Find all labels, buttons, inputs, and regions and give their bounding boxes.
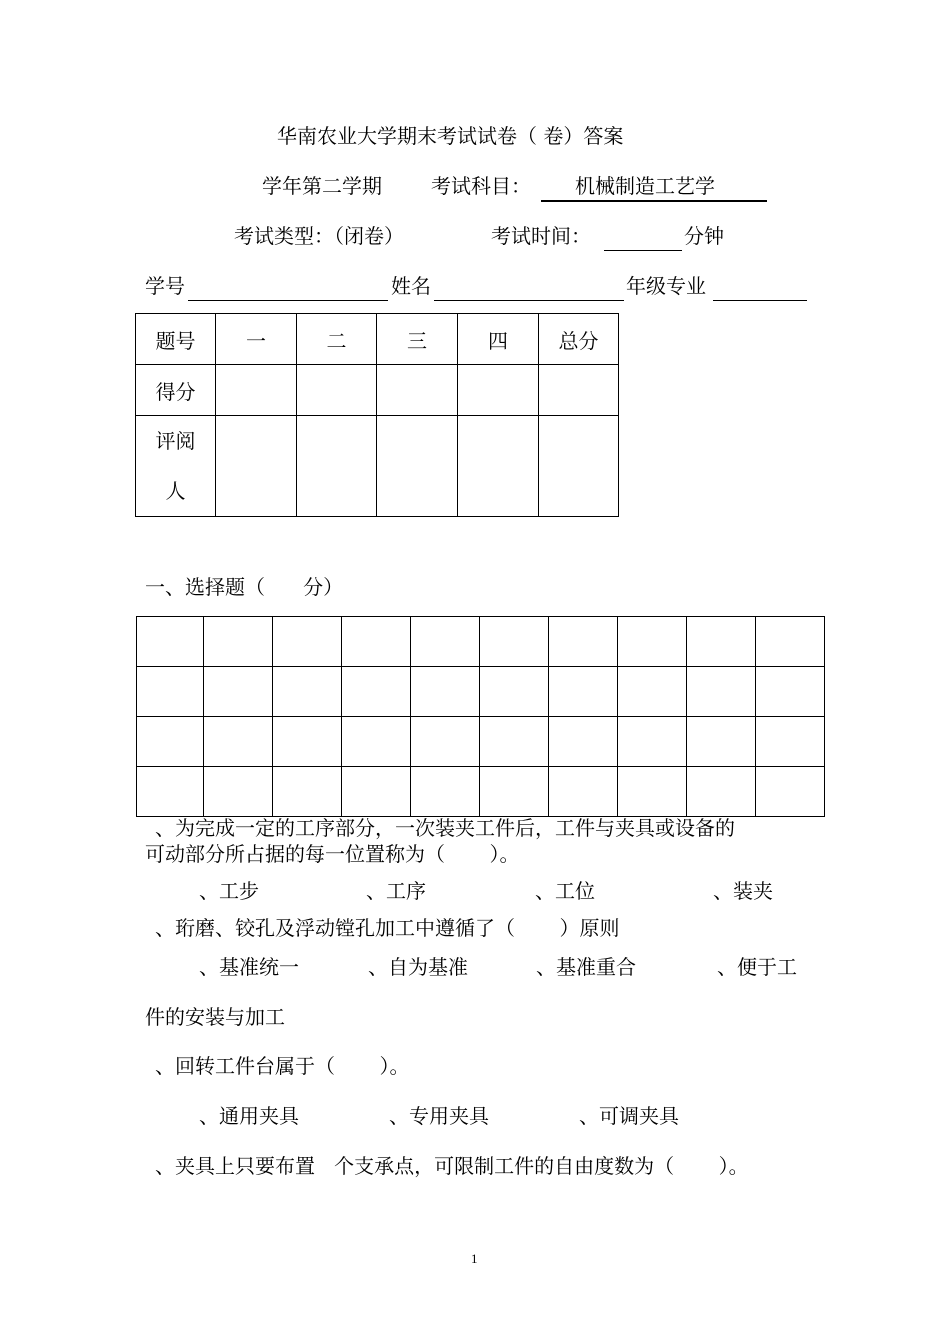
answer-cell[interactable] bbox=[411, 767, 480, 817]
answer-cell[interactable] bbox=[756, 617, 825, 667]
reviewer-cell[interactable] bbox=[297, 416, 377, 517]
subject-value: 机械制造工艺学 bbox=[575, 174, 715, 198]
q3-option-b[interactable]: 、专用夹具 bbox=[389, 1104, 489, 1128]
reviewer-label-line2: 人 bbox=[165, 479, 186, 503]
answer-cell[interactable] bbox=[480, 667, 549, 717]
score-cell[interactable] bbox=[216, 365, 297, 416]
score-cell[interactable] bbox=[297, 365, 377, 416]
header-cell-2: 二 bbox=[297, 314, 377, 365]
academic-term: 学年第二学期 bbox=[262, 174, 382, 198]
answer-cell[interactable] bbox=[549, 667, 618, 717]
header-cell-question-no: 题号 bbox=[136, 314, 216, 365]
answer-cell[interactable] bbox=[342, 767, 411, 817]
reviewer-cell[interactable] bbox=[216, 416, 297, 517]
answer-cell[interactable] bbox=[756, 717, 825, 767]
question-1-line-2: 可动部分所占据的每一位置称为（ ）。 bbox=[145, 842, 520, 866]
answer-cell[interactable] bbox=[549, 717, 618, 767]
answer-cell[interactable] bbox=[687, 767, 756, 817]
question-4: 、夹具上只要布置 个支承点，可限制工件的自由度数为（ ）。 bbox=[155, 1154, 749, 1178]
answer-cell[interactable] bbox=[618, 717, 687, 767]
answer-cell[interactable] bbox=[273, 617, 342, 667]
score-table bbox=[135, 313, 619, 517]
answer-cell[interactable] bbox=[549, 617, 618, 667]
q3-option-a[interactable]: 、通用夹具 bbox=[199, 1104, 299, 1128]
q1-option-d[interactable]: 、装夹 bbox=[713, 879, 773, 903]
exam-time-label: 考试时间： bbox=[491, 224, 591, 248]
answer-cell[interactable] bbox=[618, 667, 687, 717]
answer-cell[interactable] bbox=[204, 667, 273, 717]
header-cell-total: 总分 bbox=[539, 314, 619, 365]
question-1-line-1: 、为完成一定的工序部分，一次装夹工件后，工件与夹具或设备的 bbox=[155, 816, 735, 840]
answer-cell[interactable] bbox=[549, 767, 618, 817]
page-number: 1 bbox=[471, 1251, 478, 1266]
header-cell-3: 三 bbox=[377, 314, 458, 365]
answer-cell[interactable] bbox=[411, 717, 480, 767]
answer-cell[interactable] bbox=[411, 617, 480, 667]
subject-label: 考试科目： bbox=[431, 174, 531, 198]
reviewer-cell[interactable] bbox=[458, 416, 539, 517]
answer-cell[interactable] bbox=[204, 767, 273, 817]
answer-cell[interactable] bbox=[618, 617, 687, 667]
exam-type: 考试类型：（闭卷） bbox=[234, 224, 404, 248]
reviewer-cell[interactable] bbox=[377, 416, 458, 517]
answer-cell[interactable] bbox=[756, 667, 825, 717]
subject-underline bbox=[541, 200, 767, 202]
q1-option-b[interactable]: 、工序 bbox=[366, 879, 426, 903]
name-label: 姓名 bbox=[391, 274, 431, 298]
answer-cell[interactable] bbox=[342, 717, 411, 767]
score-cell[interactable] bbox=[377, 365, 458, 416]
answer-cell[interactable] bbox=[204, 617, 273, 667]
q2-option-d-continuation: 件的安装与加工 bbox=[145, 1005, 285, 1029]
reviewer-cell[interactable] bbox=[539, 416, 619, 517]
q2-option-a[interactable]: 、基准统一 bbox=[199, 955, 299, 979]
q2-option-b[interactable]: 、自为基准 bbox=[368, 955, 468, 979]
q2-option-c[interactable]: 、基准重合 bbox=[536, 955, 636, 979]
answer-cell[interactable] bbox=[687, 717, 756, 767]
answer-cell[interactable] bbox=[480, 717, 549, 767]
student-id-label: 学号 bbox=[145, 274, 185, 298]
reviewer-label-line1: 评阅 bbox=[155, 429, 196, 453]
answer-cell[interactable] bbox=[411, 667, 480, 717]
section-title: 一、选择题（ 分） bbox=[145, 575, 344, 599]
answer-cell[interactable] bbox=[687, 617, 756, 667]
reviewer-row-label bbox=[136, 416, 216, 517]
question-3: 、回转工件台属于（ ）。 bbox=[155, 1054, 410, 1078]
answer-cell[interactable] bbox=[273, 767, 342, 817]
score-row-label: 得分 bbox=[136, 365, 216, 416]
q1-option-a[interactable]: 、工步 bbox=[199, 879, 259, 903]
q3-option-c[interactable]: 、可调夹具 bbox=[579, 1104, 679, 1128]
answer-cell[interactable] bbox=[204, 717, 273, 767]
answer-cell[interactable] bbox=[756, 767, 825, 817]
score-cell[interactable] bbox=[458, 365, 539, 416]
answer-cell[interactable] bbox=[137, 667, 204, 717]
exam-time-unit: 分钟 bbox=[684, 224, 724, 248]
q2-option-d[interactable]: 、便于工 bbox=[717, 955, 797, 979]
grade-major-blank[interactable] bbox=[713, 300, 807, 301]
name-blank[interactable] bbox=[434, 300, 624, 301]
question-2: 、珩磨、铰孔及浮动镗孔加工中遵循了（ ）原则 bbox=[155, 916, 620, 940]
answer-cell[interactable] bbox=[137, 717, 204, 767]
answer-cell[interactable] bbox=[342, 667, 411, 717]
answer-cell[interactable] bbox=[480, 617, 549, 667]
answer-cell[interactable] bbox=[137, 767, 204, 817]
header-cell-4: 四 bbox=[458, 314, 539, 365]
grade-major-label: 年级专业 bbox=[626, 274, 706, 298]
answer-cell[interactable] bbox=[687, 667, 756, 717]
answer-cell[interactable] bbox=[137, 617, 204, 667]
student-id-blank[interactable] bbox=[188, 300, 388, 301]
answer-cell[interactable] bbox=[342, 617, 411, 667]
q1-option-c[interactable]: 、工位 bbox=[535, 879, 595, 903]
exam-title: 华南农业大学期末考试试卷（ 卷）答案 bbox=[277, 124, 624, 148]
answer-cell[interactable] bbox=[273, 717, 342, 767]
answer-grid bbox=[136, 616, 825, 817]
exam-time-blank[interactable] bbox=[604, 250, 682, 251]
answer-cell[interactable] bbox=[480, 767, 549, 817]
answer-cell[interactable] bbox=[273, 667, 342, 717]
answer-cell[interactable] bbox=[618, 767, 687, 817]
header-cell-1: 一 bbox=[216, 314, 297, 365]
score-cell[interactable] bbox=[539, 365, 619, 416]
